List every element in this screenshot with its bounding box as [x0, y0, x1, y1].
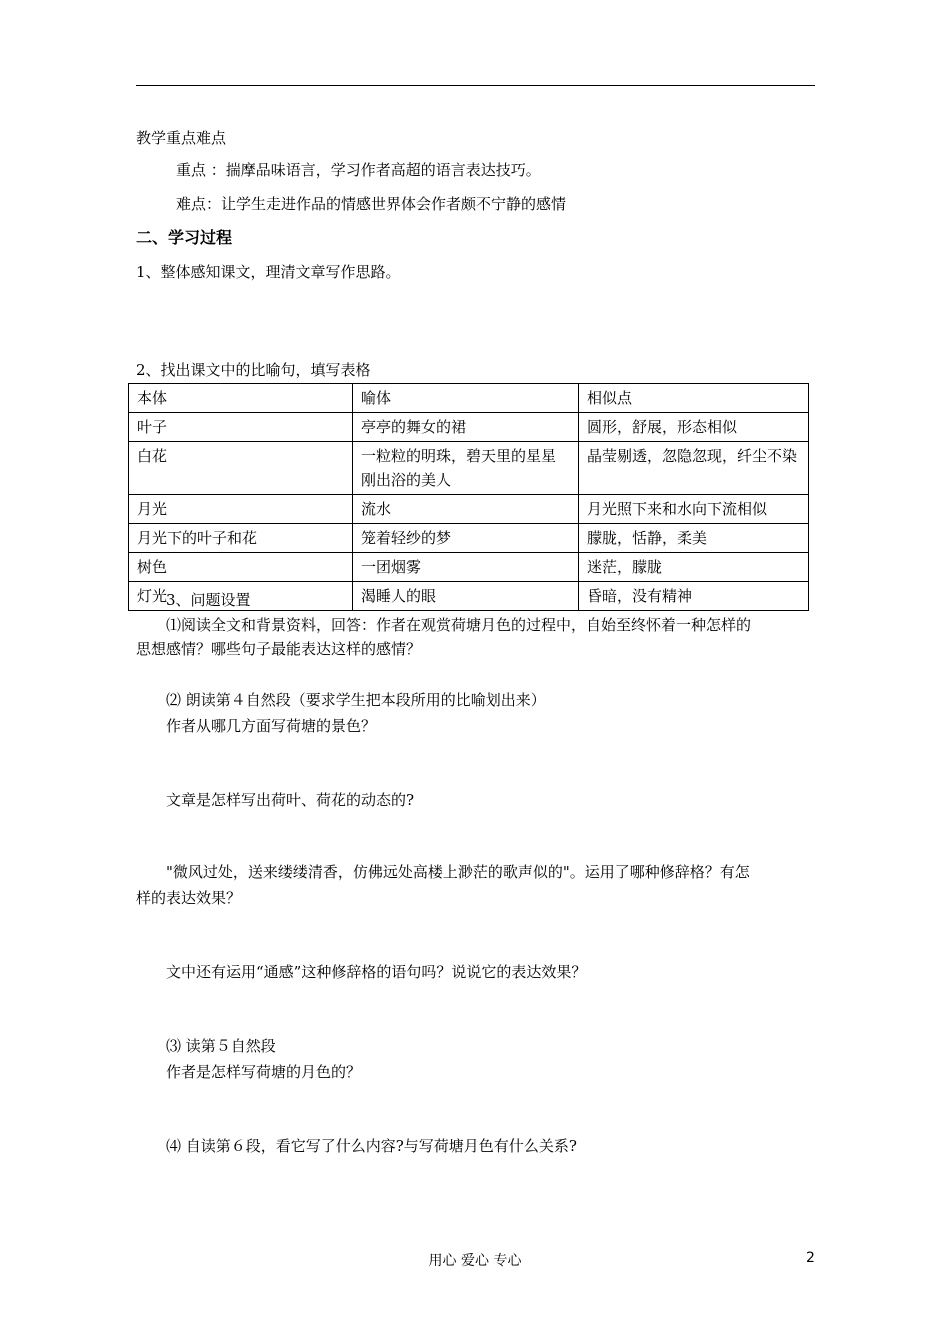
table-cell: 笼着轻纱的梦 [353, 524, 579, 553]
table-cell: 亭亭的舞女的裙 [353, 413, 579, 442]
table-cell: 一团烟雾 [353, 553, 579, 582]
question-2-line-2: 作者从哪几方面写荷塘的景色？ [166, 717, 377, 735]
table-cell: 圆形，舒展，形态相似 [579, 413, 809, 442]
table-cell: 月光照下来和水向下流相似 [579, 495, 809, 524]
table-cell: 月光 [129, 495, 353, 524]
simile-table [128, 383, 809, 611]
question-1-line-2: 思想感情？哪些句子最能表达这样的感情？ [136, 640, 422, 658]
question-4-line-1: ⑷ 自读第６段，看它写了什么内容?与写荷塘月色有什么关系? [166, 1137, 577, 1155]
question-2-line-1: ⑵ 朗读第４自然段（要求学生把本段所用的比喻划出来） [166, 691, 546, 709]
table-cell: 一粒粒的明珠，碧天里的星星刚出浴的美人 [353, 442, 579, 495]
focus-heading: 教学重点难点 [136, 129, 227, 147]
table-cell: 迷茫，朦胧 [579, 553, 809, 582]
table-row [129, 524, 809, 553]
question-2-line-6: 文中还有运用“通感”这种修辞格的语句吗？说说它的表达效果？ [166, 963, 587, 981]
question-3-line-1: ⑶ 读第５自然段 [166, 1037, 276, 1055]
table-row [129, 442, 809, 495]
table-cell: 渴睡人的眼 [353, 582, 579, 611]
question-2-line-5: 样的表达效果？ [136, 889, 242, 907]
item-2: 2、找出课文中的比喻句，填写表格 [136, 361, 371, 379]
section-title: 二、学习过程 [136, 228, 233, 247]
questions-title: 3、问题设置 [166, 591, 251, 609]
table-cell: 叶子 [129, 413, 353, 442]
table-header-cell: 本体 [129, 384, 353, 413]
table-cell: 月光下的叶子和花 [129, 524, 353, 553]
key-point: 重点 ：揣摩品味语言，学习作者高超的语言表达技巧。 [176, 161, 541, 179]
header-rule [136, 85, 815, 86]
difficult-point: 难点：让学生走进作品的情感世界体会作者颇不宁静的感情 [176, 195, 567, 213]
table-cell: 树色 [129, 553, 353, 582]
table-cell: 朦胧，恬静，柔美 [579, 524, 809, 553]
table-cell: 昏暗，没有精神 [579, 582, 809, 611]
footer-motto: 用心 爱心 专心 [428, 1253, 522, 1269]
table-cell: 灯光 [129, 582, 353, 611]
table-header-row [129, 384, 809, 413]
table-cell: 晶莹剔透，忽隐忽现，纤尘不染 [579, 442, 809, 495]
question-2-line-3: 文章是怎样写出荷叶、荷花的动态的? [166, 791, 415, 809]
table-cell: 流水 [353, 495, 579, 524]
table-header-cell: 喻体 [353, 384, 579, 413]
table-header-cell: 相似点 [579, 384, 809, 413]
question-1-line-1: ⑴阅读全文和背景资料，回答：作者在观赏荷塘月色的过程中，自始至终怀着一种怎样的 [166, 616, 752, 634]
question-2-line-4: "微风过处，送来缕缕清香，仿佛远处高楼上渺茫的歌声似的"。运用了哪种修辞格？有怎 [166, 863, 750, 881]
question-3-line-2: 作者是怎样写荷塘的月色的？ [166, 1063, 362, 1081]
table-row [129, 553, 809, 582]
table-cell: 白花 [129, 442, 353, 495]
page-number: 2 [806, 1250, 815, 1266]
table-row [129, 495, 809, 524]
table-row [129, 413, 809, 442]
item-1: 1、整体感知课文，理清文章写作思路。 [136, 263, 401, 281]
